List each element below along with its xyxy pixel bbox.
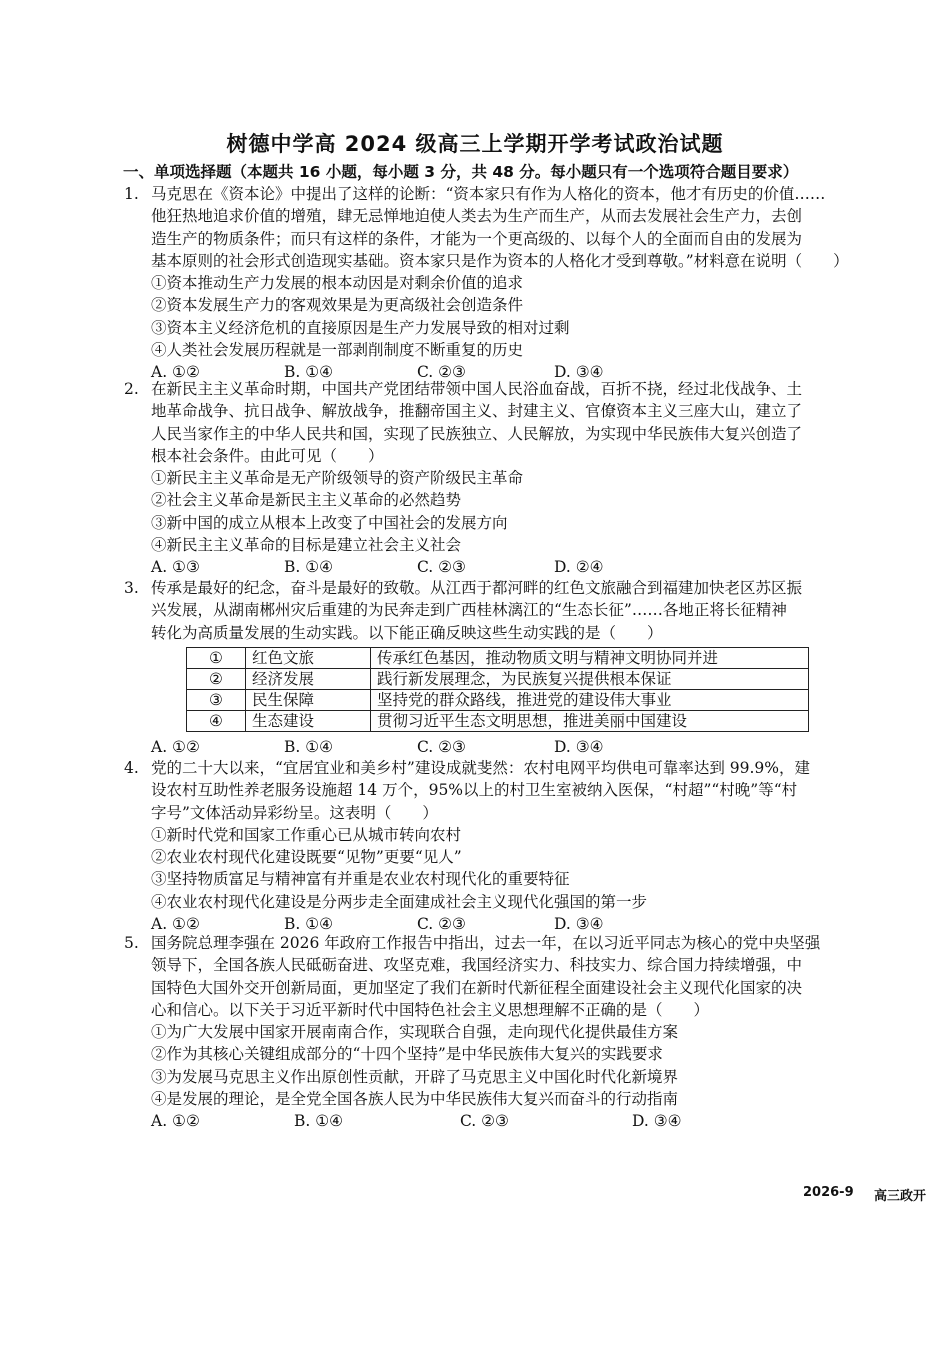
- table-row: [187, 710, 809, 731]
- question-1: [124, 183, 884, 384]
- stem-line: 国特色大国外交开创新局面，更加坚定了我们在新时代新征程全面建设社会主义现代化国家的决: [151, 978, 803, 997]
- stem-line: 字号”文体活动异彩纷呈。这表明（ ）: [151, 803, 438, 822]
- question-4: [124, 757, 884, 935]
- statement: ④是发展的理论，是全党全国各族人民为中华民族伟大复兴而奋斗的行动指南: [151, 1090, 679, 1109]
- option-a: A. ①②: [151, 915, 200, 934]
- statement: ③坚持物质富足与精神富有并重是农业农村现代化的重要特征: [151, 870, 570, 889]
- answer-options: [124, 1110, 884, 1132]
- stem-line: 传承是最好的纪念，奋斗是最好的致敬。从江西于都河畔的红色文旅融合到福建加快老区苏区振: [151, 579, 803, 597]
- statement: ①为广大发展中国家开展南南合作，实现联合自强，走向现代化提供最佳方案: [151, 1023, 679, 1042]
- option-a: A. ①②: [151, 1112, 200, 1131]
- option-c: C. ②③: [417, 915, 466, 934]
- question-5: [124, 932, 884, 1133]
- table-cell: ①: [187, 647, 246, 668]
- option-d: D. ②④: [554, 558, 604, 577]
- option-b: B. ①④: [284, 363, 334, 382]
- option-a: A. ①②: [151, 363, 200, 382]
- section-heading: 一、单项选择题（本题共 16 小题，每小题 3 分，共 48 分。每小题只有一个选项符合题目要求）: [123, 163, 799, 181]
- option-c: C. ②③: [460, 1112, 509, 1131]
- table-row: [187, 689, 809, 710]
- option-b: B. ①④: [284, 915, 334, 934]
- footer-label: 高三政开: [874, 1189, 927, 1204]
- exam-title: 树德中学高 2024 级高三上学期开学考试政治试题: [226, 132, 724, 156]
- stem-line: 他狂热地追求价值的增殖，肆无忌惮地迫使人类去为生产而生产，从而去发展社会生产力，去创: [151, 207, 803, 226]
- statement: ③为发展马克思主义作出原创性贡献，开辟了马克思主义中国化时代化新境界: [151, 1067, 679, 1086]
- table-cell: 红色文旅: [246, 647, 371, 668]
- stem-line: 领导下，全国各族人民砥砺奋进、攻坚克难，我国经济实力、科技实力、综合国力持续增强，中: [151, 956, 803, 975]
- option-a: A. ①②: [151, 737, 200, 756]
- statement: ②作为其核心关键组成部分的“十四个坚持”是中华民族伟大复兴的实践要求: [151, 1045, 663, 1064]
- option-d: D. ③④: [554, 915, 604, 934]
- footer-date: 2026-9: [803, 1185, 854, 1200]
- statement: ①资本推动生产力发展的根本动因是对剩余价值的追求: [151, 274, 524, 293]
- practice-table: [186, 647, 809, 732]
- table-cell: 生态建设: [246, 710, 371, 731]
- stem-line: 在新民主主义革命时期，中国共产党团结带领中国人民浴血奋战，百折不挠，经过北伐战争、土: [151, 380, 803, 398]
- option-b: B. ①④: [294, 1112, 344, 1131]
- option-b: B. ①④: [284, 558, 334, 577]
- table-cell: 贯彻习近平生态文明思想，推进美丽中国建设: [371, 710, 809, 731]
- question-number: 3.: [124, 579, 139, 597]
- stem-line: 马克思在《资本论》中提出了这样的论断：“资本家只有作为人格化的资本，他才有历史的价值……: [151, 185, 826, 203]
- stem-line: 心和信心。以下关于习近平新时代中国特色社会主义思想理解不正确的是（ ）: [151, 1000, 710, 1019]
- statement: ④人类社会发展历程就是一部剥削制度不断重复的历史: [151, 341, 524, 360]
- table-cell: ②: [187, 668, 246, 689]
- stem-line: 地革命战争、抗日战争、解放战争，推翻帝国主义、封建主义、官僚资本主义三座大山，建立了: [151, 402, 803, 421]
- table-cell: 民生保障: [246, 689, 371, 710]
- question-number: 5.: [124, 934, 139, 952]
- table-row: [187, 668, 809, 689]
- statement: ③资本主义经济危机的直接原因是生产力发展导致的相对过剩: [151, 318, 570, 337]
- table-row: [187, 647, 809, 668]
- table-cell: 经济发展: [246, 668, 371, 689]
- table-cell: 传承红色基因，推动物质文明与精神文明协同并进: [371, 647, 809, 668]
- option-d: D. ③④: [632, 1112, 682, 1131]
- statement: ①新民主主义革命是无产阶级领导的资产阶级民主革命: [151, 469, 524, 488]
- stem-line: 转化为高质量发展的生动实践。以下能正确反映这些生动实践的是（ ）: [151, 623, 663, 642]
- statement: ④新民主主义革命的目标是建立社会主义社会: [151, 536, 462, 555]
- question-2: [124, 378, 884, 579]
- stem-line: 基本原则的社会形式创造现实基础。资本家只是作为资本的人格化才受到尊敬。”材料意在说明（ ）: [151, 251, 849, 270]
- stem-line: 根本社会条件。由此可见（ ）: [151, 446, 384, 465]
- option-b: B. ①④: [284, 737, 334, 756]
- question-number: 2.: [124, 380, 139, 398]
- option-a: A. ①③: [151, 558, 200, 577]
- stem-line: 兴发展，从湖南郴州灾后重建的为民奔走到广西桂林漓江的“生态长征”……各地正将长征精神: [151, 601, 787, 620]
- option-c: C. ②③: [417, 737, 466, 756]
- table-cell: ③: [187, 689, 246, 710]
- table-cell: ④: [187, 710, 246, 731]
- stem-line: 造生产的物质条件；而只有这样的条件，才能为一个更高级的、以每个人的全面而自由的发展为: [151, 229, 803, 248]
- option-d: D. ③④: [554, 737, 604, 756]
- stem-line: 人民当家作主的中华人民共和国，实现了民族独立、人民解放，为实现中华民族伟大复兴创造了: [151, 424, 803, 443]
- stem-line: 设农村互助性养老服务设施超 14 万个，95%以上的村卫生室被纳入医保，“村超”“村晚”等“村: [151, 781, 798, 800]
- statement: ②农业农村现代化建设既要“见物”更要“见人”: [151, 848, 462, 867]
- option-d: D. ③④: [554, 363, 604, 382]
- question-number: 4.: [124, 759, 139, 777]
- statement: ④农业农村现代化建设是分两步走全面建成社会主义现代化强国的第一步: [151, 892, 648, 911]
- answer-options: [124, 736, 884, 758]
- question-3: [124, 577, 884, 758]
- stem-line: 国务院总理李强在 2026 年政府工作报告中指出，过去一年，在以习近平同志为核心的党中央坚强: [151, 934, 821, 952]
- option-c: C. ②③: [417, 363, 466, 382]
- statement: ②社会主义革命是新民主主义革命的必然趋势: [151, 491, 462, 510]
- option-c: C. ②③: [417, 558, 466, 577]
- table-cell: 坚持党的群众路线，推进党的建设伟大事业: [371, 689, 809, 710]
- statement: ①新时代党和国家工作重心已从城市转向农村: [151, 825, 462, 844]
- statement: ②资本发展生产力的客观效果是为更高级社会创造条件: [151, 296, 524, 315]
- question-number: 1.: [124, 185, 139, 203]
- stem-line: 党的二十大以来，“宜居宜业和美乡村”建设成就斐然：农村电网平均供电可靠率达到 99.9%，建: [151, 759, 811, 777]
- statement: ③新中国的成立从根本上改变了中国社会的发展方向: [151, 513, 508, 532]
- answer-options: [124, 556, 884, 578]
- table-cell: 践行新发展理念，为民族复兴提供根本保证: [371, 668, 809, 689]
